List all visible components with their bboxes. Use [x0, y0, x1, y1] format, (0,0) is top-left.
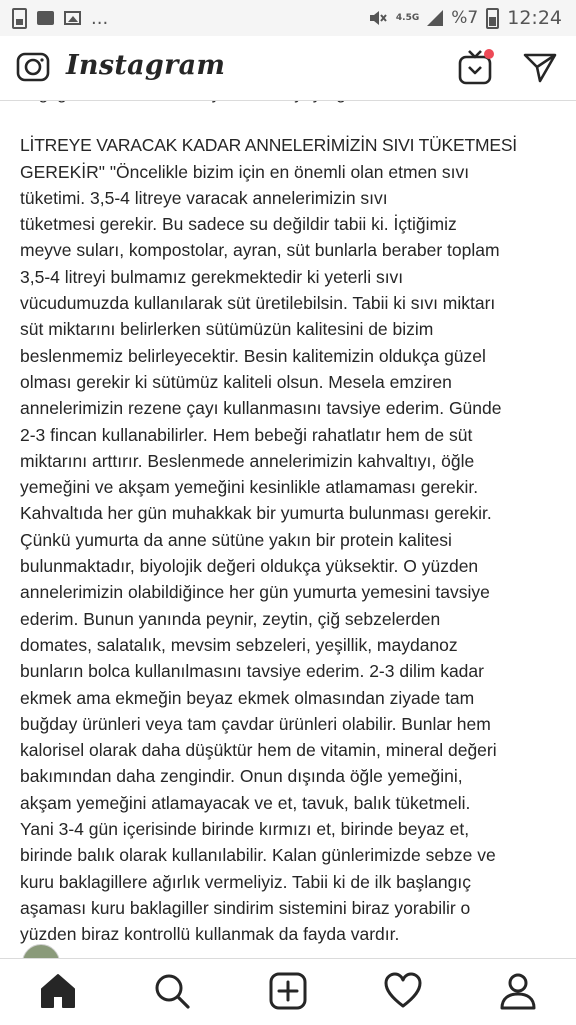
- message-notification-icon: [37, 11, 54, 25]
- caption-line: süt miktarını belirlerken sütümüzün kalitesini de bizim: [20, 319, 434, 340]
- caption-line: annelerimizin rezene çayı kullanmasını tavsiye ederim. Günde: [20, 398, 502, 419]
- paragraph-gap: [20, 106, 560, 132]
- user-icon[interactable]: [498, 971, 538, 1011]
- battery-saver-icon: [12, 8, 27, 29]
- clock: 12:24: [507, 7, 562, 29]
- caption-line: tüketmesi gerekir. Bu sadece su değildir tabii ki. İçtiğimiz: [20, 214, 457, 235]
- caption-line: Yani 3-4 gün içerisinde birinde kırmızı et, birinde beyaz et,: [20, 819, 470, 840]
- caption-line: yüzden biraz kontrollü kullanmak da fayda vardır.: [20, 924, 400, 945]
- caption-line: Kahvaltıda her gün muhakkak bir yumurta bulunması gerekir.: [20, 503, 492, 524]
- caption-line: GEREKİR" "Öncelikle bizim için en önemli olan etmen sıvı: [20, 161, 470, 182]
- caption-line: annelerimizin olabildiğince her gün yumurta yemesini tavsiye: [20, 582, 490, 603]
- caption-line: kuru baklagillere ağırlık vermeliyiz. Tabii ki de ilk başlangıç: [20, 871, 471, 892]
- image-notification-icon: [64, 11, 81, 25]
- caption-line: birinde balık olarak kullanılabilir. Kalan günlerimizde sebze ve: [20, 845, 496, 866]
- caption-line: 2-3 fincan kullanabilirler. Hem bebeği rahatlatır hem de süt: [20, 424, 473, 445]
- caption-line: aşaması kuru baklagiller sindirim sistemini biraz yorabilir o: [20, 897, 471, 918]
- network-type: 4.5G: [395, 12, 420, 23]
- notification-dot: [484, 49, 494, 59]
- signal-icon: [427, 10, 443, 26]
- caption-line: 3,5-4 litreyi bulmamız gerekmektedir ki yeterli sıvı: [20, 266, 404, 287]
- status-bar: [0, 0, 576, 36]
- igtv-button[interactable]: [456, 48, 494, 86]
- caption-line: buğday ürünleri veya tam çavdar ürünleri olabilir. Bunlar hem: [20, 713, 491, 734]
- more-notifications: ...: [91, 7, 109, 29]
- caption-line: domates, salatalık, mevsim sebzeleri, yeşillik, maydanoz: [20, 634, 458, 655]
- caption-line: miktarını arttırır. Beslenmede annelerimizin kahvaltıyı, öğle: [20, 450, 475, 471]
- app-header: [0, 36, 576, 101]
- battery-percent: %7: [451, 8, 479, 28]
- caption-line: beslenmemiz belirleyecektir. Besin kalitemizin oldukça güzel: [20, 345, 486, 366]
- caption-line: olması gerekir ki sütümüz kaliteli olsun. Mesela emziren: [20, 371, 452, 392]
- post-caption: [20, 80, 560, 948]
- caption-line: bakımından daha zengindir. Onun dışında öğle yemeğini,: [20, 766, 463, 787]
- heart-icon[interactable]: [383, 971, 423, 1011]
- mute-icon: [368, 9, 388, 27]
- app-logo: Instagram: [66, 50, 226, 81]
- home-icon[interactable]: [38, 971, 78, 1011]
- status-right: [368, 7, 576, 29]
- caption-line: bunların bolca kullanılmasını tavsiye ederim. 2-3 dilim kadar: [20, 661, 484, 682]
- caption-line: yemeğini ve akşam yemeğini kesinlikle atlamaması gerekir.: [20, 477, 479, 498]
- paper-plane-icon[interactable]: [522, 50, 558, 84]
- caption-line: meyve suları, kompostolar, ayran, süt bunlarla beraber toplam: [20, 240, 500, 261]
- caption-line: LİTREYE VARACAK KADAR ANNELERİMİZİN SIVI TÜKETMESİ: [20, 135, 517, 156]
- camera-icon[interactable]: [16, 50, 50, 84]
- caption-line: ederim. Bunun yanında peynir, zeytin, çiğ sebzelerden: [20, 608, 441, 629]
- caption-line: akşam yemeğini atlamayacak ve et, tavuk, balık tüketmeli.: [20, 792, 471, 813]
- caption-line: bulunmaktadır, biyolojik değeri oldukça yüksektir. O yüzden: [20, 556, 479, 577]
- search-icon[interactable]: [152, 971, 192, 1011]
- plus-square-icon[interactable]: [268, 971, 308, 1011]
- status-left: [0, 8, 108, 29]
- caption-line: ekmek ama ekmeğin beyaz ekmek olmasından ziyade tam: [20, 687, 475, 708]
- bottom-nav: [0, 958, 576, 1025]
- caption-line: vücudumuzda kullanılarak süt üretilebilsin. Tabii ki sıvı miktarı: [20, 293, 496, 314]
- caption-line: kalorisel olarak daha düşüktür hem de vitamin, mineral değeri: [20, 740, 497, 761]
- caption-line: Çünkü yumurta da anne sütüne yakın bir protein kalitesi: [20, 529, 452, 550]
- caption-line: tüketimi. 3,5-4 litreye varacak annelerimizin sıvı: [20, 187, 388, 208]
- battery-icon: [486, 8, 499, 29]
